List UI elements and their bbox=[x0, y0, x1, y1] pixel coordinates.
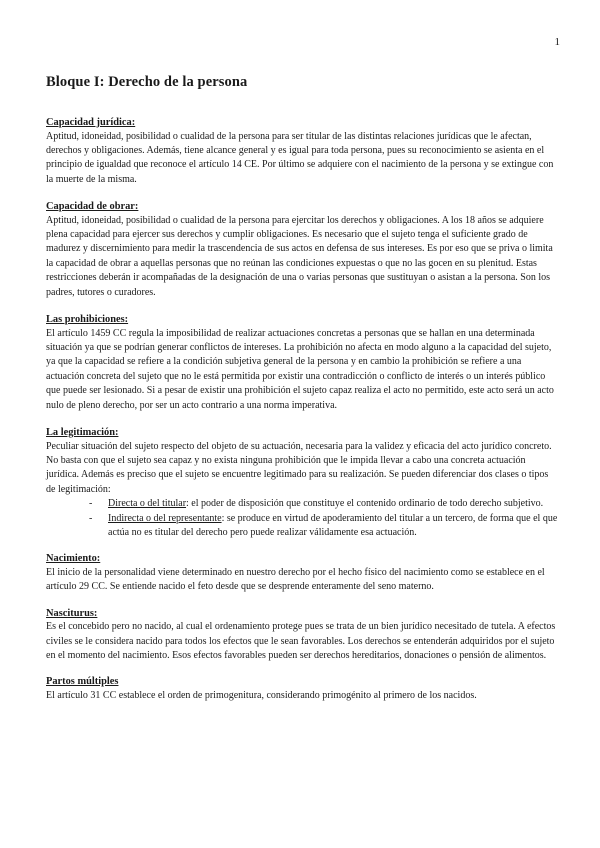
page-number: 1 bbox=[554, 36, 560, 48]
section-nasciturus bbox=[46, 607, 560, 664]
list-term: Directa o del titular bbox=[108, 498, 187, 510]
legitimacion-types-list bbox=[46, 497, 560, 540]
section-body: Peculiar situación del sujeto respecto del objeto de su actuación, necesaria para la validez y eficacia del acto jurídico concreto. No basta con que el sujeto sea capaz y no exista ninguna prohibición que le impida llevar a cabo una concreta actuación jurídica. Además es preciso que el sujeto se encuentre legitimado para su realización. Se pueden diferenciar dos clases o tipos de legitimación: bbox=[46, 440, 552, 495]
section-heading: Las prohibiciones: bbox=[46, 314, 129, 326]
section-body: Aptitud, idoneidad, posibilidad o cualidad de la persona para ser titular de las distintas relaciones jurídicas que le afectan, derechos y obligaciones. Además, tiene alcance general y es igual para toda persona, pues su reconocimiento se asienta en el principio de igualdad que reconoce el artículo 14 CE. Por último se adquiere con el nacimiento de la persona y se extingue con la muerte de la misma. bbox=[46, 130, 554, 185]
section-capacidad-de-obrar bbox=[46, 200, 560, 300]
section-body: El inicio de la personalidad viene determinado en nuestro derecho por el hecho físico del nacimiento como se establece en el artículo 29 CC. Se entiende nacido el feto desde que se desprende enteramente del seno materno. bbox=[46, 566, 545, 593]
section-heading: Nasciturus: bbox=[46, 607, 98, 619]
section-prohibiciones bbox=[46, 313, 560, 413]
list-text: : se produce en virtud de apoderamiento del titular a un tercero, de forma que el que actúa no es titular del derecho pero puede realizar válidamente esa actuación. bbox=[108, 512, 558, 538]
section-heading: Nacimiento: bbox=[46, 553, 101, 565]
section-nacimiento bbox=[46, 552, 560, 594]
section-body: El artículo 31 CC establece el orden de primogenitura, considerando primogénito al primero de los nacidos. bbox=[46, 689, 477, 701]
document-title: Bloque I: Derecho de la persona bbox=[46, 74, 248, 90]
section-heading: Capacidad de obrar: bbox=[46, 201, 139, 213]
list-text: : el poder de disposición que constituye el contenido ordinario de todo derecho subjetivo. bbox=[186, 498, 544, 510]
list-item bbox=[89, 512, 560, 541]
section-body: Aptitud, idoneidad, posibilidad o cualidad de la persona para ejercitar los derechos y obligaciones. A los 18 años se adquiere plena capacidad para ejercer sus derechos y cumplir obligaciones. Es necesario que el sujeto tenga el suficiente grado de madurez y discernimiento para medir la trascendencia de sus actos en defensa de sus intereses. Es por eso que se priva o limita la capacidad de obrar a aquellas personas que no reúnan las condiciones expuestas o que no las gocen en su plenitud. Estas restricciones deberán ir acompañadas de la designación de una o varias personas que sustituyan o asistan a la persona. Son los padres, tutores o curadores. bbox=[46, 214, 553, 298]
section-heading: Partos múltiples bbox=[46, 676, 119, 688]
section-capacidad-juridica bbox=[46, 116, 560, 187]
list-dash: - bbox=[89, 512, 93, 524]
list-item bbox=[89, 497, 560, 511]
section-partos-multiples bbox=[46, 675, 560, 703]
section-body: El artículo 1459 CC regula la imposibilidad de realizar actuaciones concretas a personas que se hallan en una determinada situación ya que se podrían generar conflictos de intereses. La prohibición no afecta en modo alguno a la capacidad del sujeto, ya que la capacidad se refiere a la condición subjetiva general de la persona y en cambio la prohibición se refiere a una actuación concreta del sujeto que no le está permitida por existir una contradicción o conflicto de interés o un interés público que puede ser lesionado. Si a pesar de existir una prohibición el sujeto capaz realiza el acto no permitido, este acto será un acto nulo de pleno derecho, por ser un acto contrario a una norma imperativa. bbox=[46, 327, 554, 411]
section-legitimacion bbox=[46, 426, 560, 540]
list-term: Indirecta o del representante bbox=[108, 512, 222, 524]
section-heading: La legitimación: bbox=[46, 427, 119, 438]
list-dash: - bbox=[89, 498, 93, 510]
document-content bbox=[46, 74, 560, 715]
section-heading: Capacidad jurídica: bbox=[46, 117, 136, 128]
section-body: Es el concebido pero no nacido, al cual el ordenamiento protege pues se trata de un bien jurídico necesitado de tutela. A efectos civiles se le considera nacido para todos los efectos que le sean favorables. Los derechos se entenderán adquiridos por el sujeto en el momento del nacimiento. Esos efectos favorables pueden ser derechos hereditarios, donaciones o pensión de alimentos. bbox=[46, 621, 556, 661]
